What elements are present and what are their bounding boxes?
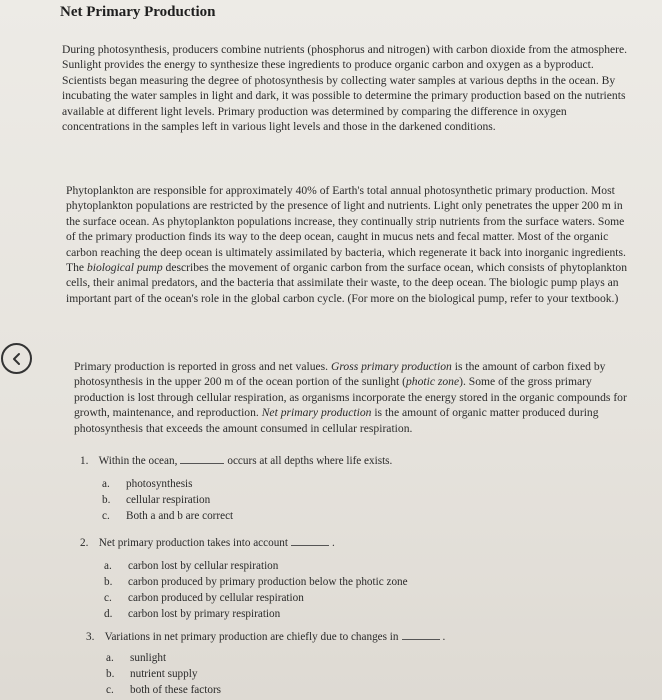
option-2a[interactable]: a. carbon lost by cellular respiration — [104, 560, 279, 572]
para2-text-before: Phytoplankton are responsible for approximately 40% of Earth's total annual photosynthetic primary production. Most phytoplankton populations are restricted by the presence of light and nutrients. Light only penetrates the upper 200 m in the surface ocean. As phytoplankton populations increase, they continually strip nutrients from the surface waters. Some of the primary production finds its way to the deep ocean, caught in mucus nets and fecal matter. Most of the organic carbon reaching the deep ocean is ultimately assimilated by bacteria, which regenerate it back into inorganic ingredients. The — [66, 184, 626, 275]
option-3c[interactable]: c. both of these factors — [106, 684, 222, 696]
photic-zone-term: photic zone — [405, 375, 460, 389]
option-2c[interactable]: c. carbon produced by cellular respiration — [104, 592, 304, 604]
question-stem-end: . — [442, 631, 446, 643]
para3-text1: Primary production is reported in gross and net values. — [74, 360, 331, 373]
question-stem-end: . — [332, 537, 335, 549]
question-stem: Variations in net primary production are chiefly due to changes in — [104, 631, 399, 643]
back-button[interactable] — [1, 343, 32, 374]
question-stem: Within the ocean, — [98, 455, 178, 467]
option-2b[interactable]: b. carbon produced by primary production below the photic zone — [104, 576, 408, 588]
option-1c[interactable]: c. Both a and b are correct — [102, 510, 234, 522]
chevron-left-icon — [10, 352, 24, 366]
para3-text3: ). Some of the gross primary production is lost through cellular respiration, as organisms incorporate the energy stored in the organic compounds for growth, maintenance, and reproduction. — [74, 375, 627, 420]
para2-text-after: describes the movement of organic carbon from the surface ocean, which consists of phytoplankton cells, their animal predators, and the bacteria that assimilate their waste, to the deep ocean. The biologic pump plays an important part of the ocean's role in the global carbon cycle. (For more on the biological pump, refer to your textbook.) — [66, 261, 627, 305]
production-paragraph — [74, 359, 634, 436]
option-1b[interactable]: b. cellular respiration — [102, 494, 211, 506]
page-title: Net Primary Production — [60, 4, 216, 20]
phytoplankton-paragraph — [66, 183, 636, 306]
answer-blank[interactable] — [402, 630, 440, 640]
net-primary-term: Net primary production — [261, 406, 372, 420]
option-1a[interactable]: a. photosynthesis — [102, 478, 193, 490]
para3-text4: is the amount of organic matter produced during photosynthesis that exceeds the amount consumed in cellular respiration. — [74, 406, 599, 435]
option-2d[interactable]: d. carbon lost by primary respiration — [104, 608, 281, 620]
option-3b[interactable]: b. nutrient supply — [106, 668, 198, 680]
question-3 — [86, 630, 445, 643]
answer-blank[interactable] — [180, 454, 224, 464]
answer-blank[interactable] — [291, 536, 329, 546]
question-2 — [80, 536, 335, 549]
biological-pump-term: biological pump — [86, 261, 163, 275]
question-1 — [80, 454, 392, 467]
question-number: 2. — [80, 537, 89, 549]
question-number: 3. — [86, 631, 95, 643]
question-stem: Net primary production takes into account — [98, 537, 288, 549]
gross-primary-term: Gross primary production — [330, 360, 452, 373]
question-stem-end: occurs at all depths where life exists. — [227, 455, 393, 467]
option-3a[interactable]: a. sunlight — [106, 652, 167, 664]
intro-paragraph: During photosynthesis, producers combine nutrients (phosphorus and nitrogen) with carbon dioxide from the atmosphere. Sunlight provides the energy to synthesize these ingredients to produce organic carbon and oxygen as a byproduct. Scientists began measuring the degree of photosynthesis by collecting water samples at various depths in the ocean. By incubating the water samples in light and dark, it was possible to determine the primary production based on the nutrients available at different light levels. Primary production was determined by comparing the difference in oxygen concentrations in the samples left in various light levels and those in the darkened conditions. — [62, 43, 628, 134]
question-number: 1. — [80, 455, 89, 467]
para3-text2: is the amount of carbon fixed by photosynthesis in the upper 200 m of the ocean portion of the sunlight ( — [74, 360, 606, 389]
